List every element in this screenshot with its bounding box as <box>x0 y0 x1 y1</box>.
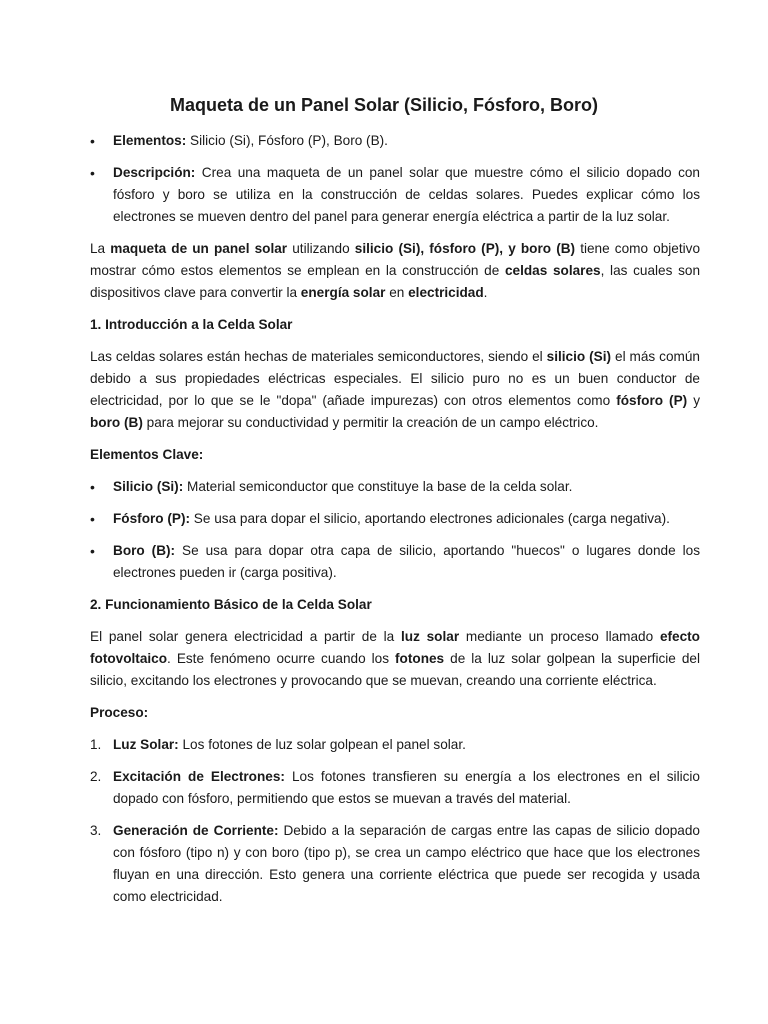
bold-run: fósforo (P) <box>616 393 688 408</box>
text-run: utilizando <box>287 241 355 256</box>
section-heading: 2. Funcionamiento Básico de la Celda Solar <box>90 597 372 612</box>
intro-paragraph <box>90 238 700 304</box>
item-label: Fósforo (P): <box>113 511 191 526</box>
item-label: Elementos: <box>113 133 187 148</box>
bold-run: celdas solares <box>504 263 601 278</box>
item-label: Silicio (Si): <box>113 479 184 494</box>
item-text: Crea una maqueta de un panel solar que muestre cómo el silicio dopado con fósforo y boro se utiliza en la construcción de celdas solares. Puedes explicar cómo los electrones se mueven dentro del panel para generar energía eléctrica a partir de la luz solar. <box>113 165 700 224</box>
text-run: Las celdas solares están hechas de materiales semiconductores, siendo el <box>90 349 547 364</box>
text-run: El panel solar genera electricidad a partir de la <box>90 629 401 644</box>
text-run: , las cuales son dispositivos clave para convertir la <box>90 263 700 300</box>
bold-run: silicio (Si), fósforo (P), y boro (B) <box>354 241 576 256</box>
bold-run: electricidad <box>408 285 484 300</box>
text-run: La <box>90 241 111 256</box>
section-heading: 1. Introducción a la Celda Solar <box>90 317 293 332</box>
item-number: 2. <box>90 769 102 784</box>
list-item <box>90 508 700 530</box>
text-run: . Este fenómeno ocurre cuando los <box>167 651 396 666</box>
process-list <box>90 734 700 908</box>
item-label: Excitación de Electrones: <box>113 769 285 784</box>
bold-run: boro (B) <box>90 415 143 430</box>
text-run: el más común debido a sus propiedades eléctricas especiales. El silicio puro no es un buen conductor de electricidad, por lo que se le "dopa" (añade impurezas) con otros elementos como <box>90 349 700 408</box>
text-run: tiene como objetivo mostrar cómo estos elementos se emplean en la construcción de <box>90 241 701 278</box>
list-item <box>90 820 700 908</box>
item-text: Material semiconductor que constituye la base de la celda solar. <box>183 479 573 494</box>
list-item <box>90 734 700 756</box>
text-run: mediante un proceso llamado <box>459 629 660 644</box>
section1-paragraph <box>90 346 700 434</box>
item-text: Silicio (Si), Fósforo (P), Boro (B). <box>186 133 388 148</box>
list-item <box>90 766 700 810</box>
list-item <box>90 476 700 498</box>
item-text: Los fotones transfieren su energía a los electrones en el silicio dopado con fósforo, permitiendo que estos se muevan a través del material. <box>113 769 700 806</box>
subsection-heading: Elementos Clave: <box>90 447 204 462</box>
bold-run: energía solar <box>300 285 386 300</box>
item-label: Generación de Corriente: <box>113 823 279 838</box>
list-item <box>90 130 700 152</box>
item-text: Los fotones de luz solar golpean el panel solar. <box>178 737 466 752</box>
bold-run: efecto fotovoltaico <box>90 629 700 666</box>
item-text: Se usa para dopar otra capa de silicio, aportando "huecos" o lugares donde los electrones pueden ir (carga positiva). <box>113 543 701 580</box>
item-label: Boro (B): <box>113 543 176 558</box>
text-run: y <box>687 393 701 408</box>
item-label: Luz Solar: <box>113 737 179 752</box>
text-run: de la luz solar golpean la superficie del silicio, excitando los electrones y provocando que se muevan, creando una corriente eléctrica. <box>90 651 701 688</box>
bold-run: fotones <box>395 651 445 666</box>
item-text: Se usa para dopar el silicio, aportando electrones adicionales (carga negativa). <box>190 511 670 526</box>
section2-paragraph <box>90 626 700 692</box>
page-title: Maqueta de un Panel Solar (Silicio, Fósforo, Boro) <box>169 95 599 115</box>
item-label: Descripción: <box>113 165 196 180</box>
subsection-heading: Proceso: <box>90 705 149 720</box>
key-elements-list <box>90 476 700 584</box>
bold-run: luz solar <box>400 629 460 644</box>
item-text: Debido a la separación de cargas entre las capas de silicio dopado con fósforo (tipo n) y con boro (tipo p), se crea un campo eléctrico que hace que los electrones fluyan en una dirección. Esto genera una corriente eléctrica que puede ser recogida y usada como electricidad. <box>113 823 700 904</box>
bold-run: silicio (Si) <box>546 349 612 364</box>
text-run: . <box>483 285 488 300</box>
item-number: 1. <box>90 737 102 752</box>
text-run: para mejorar su conductividad y permitir la creación de un campo eléctrico. <box>142 415 599 430</box>
intro-list <box>90 130 700 228</box>
bold-run: maqueta de un panel solar <box>110 241 288 256</box>
document-body <box>90 130 700 918</box>
item-number: 3. <box>90 823 102 838</box>
list-item <box>90 540 700 584</box>
list-item <box>90 162 700 228</box>
text-run: en <box>385 285 409 300</box>
